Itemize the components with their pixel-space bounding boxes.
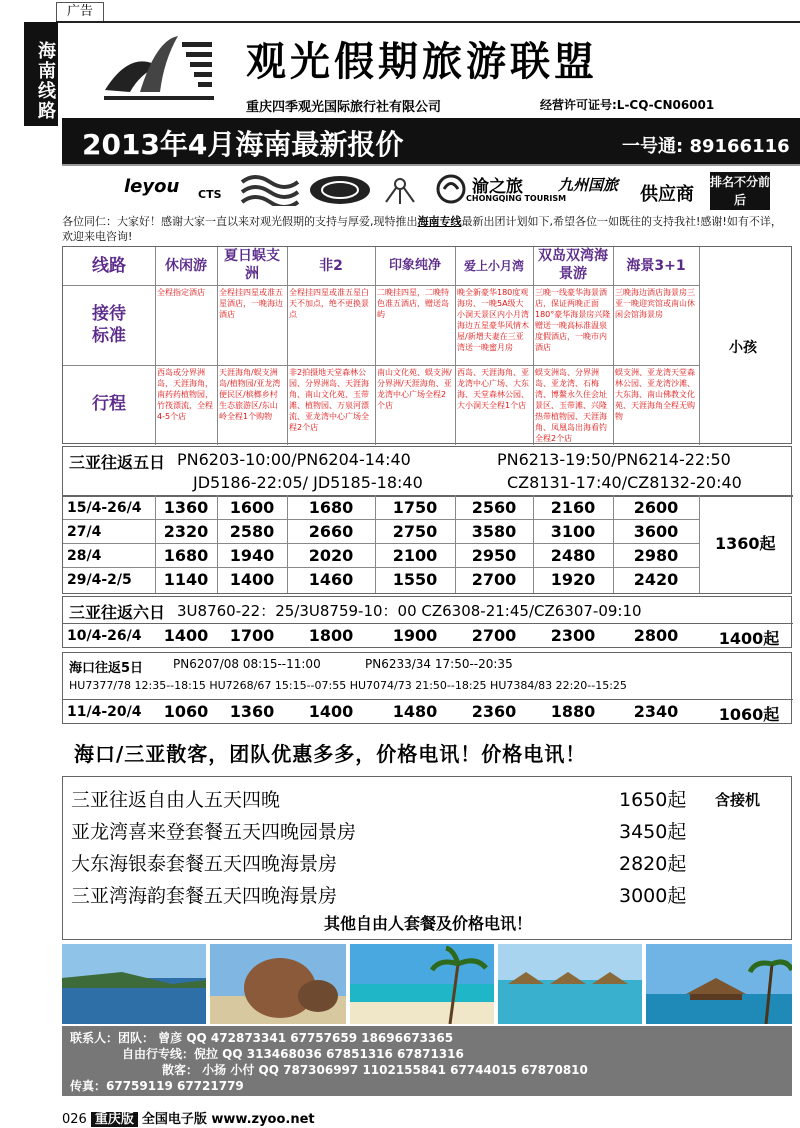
contact-line-2: 散客： 小扬 小付 QQ 787306997 1102155841 67744015 67870810: [162, 1063, 588, 1077]
haikou5-flight-0: PN6207/08 08:15--11:00: [173, 657, 321, 671]
sanya6-title: 三亚往返六日: [69, 603, 166, 622]
free-pkg-name-3: 三亚湾海韵套餐五天四晚海景房: [71, 885, 338, 907]
greeting-link: 海南专线: [417, 215, 462, 228]
itinerary-5: 蜈支洲岛、分界洲岛、亚龙湾、石梅湾、博鳌永久住会址景区、玉带滩、兴隆热带植物园、天涯海角、凤凰岛出海看钓全程2个店: [535, 368, 607, 443]
free-pkg-price-1: 3450起: [619, 821, 687, 843]
standard-4: 晚全新豪华180度观海房、一晚5A级大小洞天景区内小月湾海边五星豪华风情木屋/新增夫妻在三亚湾送一晚蜜月房: [457, 288, 529, 352]
sanya5-row-3: 29/4-2/5 1140 1400 1460 1550 2700 1920 2420: [67, 570, 679, 589]
itinerary-2: 非2拍摄地天堂森林公园、分界洲岛、天涯海角、南山文化苑、玉带滩、植物园、万泉河漂流、亚龙湾中心广场全程2个店: [289, 368, 369, 432]
itinerary-0: 西岛或分界洲岛，天涯海角，南药药植物园，竹筏漂流，全程4-5个店: [157, 368, 213, 421]
partner-cts: CTS: [198, 188, 222, 201]
free-other: 其他自由人套餐及价格电讯！: [323, 914, 532, 933]
haikou5-flight-1: PN6233/34 17:50--20:35: [365, 657, 513, 671]
free-pkg-price-2: 2820起: [619, 853, 687, 875]
partner-logos: [80, 170, 800, 214]
free-pkg-extra: 含接机: [715, 791, 761, 809]
headline-title: 2013年4月海南最新报价: [82, 128, 404, 161]
photo-strip: [62, 944, 792, 1024]
haikou5-flight-2: HU7377/78 12:35--18:15 HU7268/67 15:15--07:55 HU7074/73 21:50--18:25 HU7384/83 22:20--15:25: [69, 679, 627, 692]
itinerary-1: 天涯海角/蜈支洲岛/植物园/亚龙湾便民区/槟榔乡村生态旅游区/东山岭全程1个购物: [219, 368, 281, 421]
col-route-0: 休闲游: [165, 258, 207, 274]
col-route-6: 海景3+1: [626, 258, 686, 274]
itinerary-4: 西岛、天涯海角、亚龙湾中心广场、大东海、天堂森林公园、大小洞天全程1个店: [457, 368, 529, 410]
edition-label: 重庆版: [91, 1112, 138, 1127]
oval-logo-icon: [308, 174, 372, 206]
side-tab: 海南线路: [24, 22, 58, 126]
sanya6-flights: 3U8760-22：25/3U8759-10：00 CZ6308-21:45/CZ6307-09:10: [177, 602, 642, 620]
photo-palm-beach: [350, 944, 494, 1024]
haikou5-title: 海口往返5日: [69, 661, 144, 676]
row-standards-label: 接待标准: [92, 304, 126, 346]
sanya5-kid-price: 1360起: [715, 534, 776, 553]
col-route-1: 夏日蜈支洲: [224, 248, 280, 282]
sanya5-flight-1: PN6213-19:50/PN6214-22:50: [497, 450, 731, 469]
photo-resort: [646, 944, 792, 1024]
free-pkg-price-0: 1650起: [619, 789, 687, 811]
page-footer: [62, 1108, 315, 1127]
partner-yuzhilv: 渝之旅: [472, 177, 523, 197]
standard-2: 全程挂四星或准五星白天不加点，绝不更换景点: [289, 288, 369, 319]
standard-3: 二晚挂四星，二晚特色准五酒店，赠送岛屿: [377, 288, 449, 319]
partner-jiuzhou: 九州国旅: [558, 176, 619, 194]
standard-5: 三晚一线豪华海景酒店，保证两晚正面180°豪华海景房兴隆赠送一晚高标准温泉度假酒店，一晚市内酒店: [535, 288, 611, 352]
col-route-2: 非2: [319, 258, 343, 274]
sanya6-kid-price: 1400起: [718, 629, 780, 648]
route-table: [62, 246, 792, 444]
sanya5-flight-2: JD5186-22:05/ JD5185-18:40: [193, 473, 423, 492]
partner-cq-tourism: CHONGQING TOURISM: [466, 194, 567, 203]
standard-1: 全程挂四星或准五星酒店，一晚海边酒店: [219, 288, 283, 319]
free-pkg-price-3: 3000起: [619, 885, 687, 907]
free-packages: [62, 776, 792, 940]
hotline: 一号通: 89166116: [622, 136, 790, 157]
contact-line-3: 传真：67759119 67721779: [70, 1079, 244, 1093]
sanya5-flight-3: CZ8131-17:40/CZ8132-20:40: [507, 473, 742, 492]
headline-rule: [62, 164, 800, 166]
page-number: 026: [62, 1112, 87, 1127]
wave-logo-icon: [240, 172, 300, 206]
free-pkg-name-1: 亚龙湾喜来登套餐五天四晚园景房: [71, 821, 357, 843]
photo-coast: [62, 944, 206, 1024]
col-route-5: 双岛双湾海景游: [538, 248, 608, 282]
sanya5-row-1: 27/4 2320 2580 2660 2750 3580 3100 3600: [67, 522, 679, 541]
photo-rocks: [210, 944, 346, 1024]
swirl-logo-icon: [436, 174, 466, 204]
col-corner: 线路: [92, 256, 126, 276]
flower-logo-icon: [380, 174, 420, 206]
site-link[interactable]: 全国电子版 www.zyoo.net: [141, 1112, 315, 1127]
top-rule: [56, 21, 800, 23]
col-route-4: 爱上小月湾: [463, 259, 524, 273]
ad-tag: 广告: [56, 2, 104, 22]
sanya-6day-section: [62, 596, 792, 648]
photo-water-villas: [498, 944, 642, 1024]
rank-note: 排名不分前后: [710, 172, 770, 210]
company-name: 重庆四季观光国际旅行社有限公司: [246, 100, 442, 115]
free-pkg-name-2: 大东海银泰套餐五天四晚海景房: [71, 853, 338, 875]
contact-line-1: 自由行专线：倪拉 QQ 313468036 67851316 67871316: [122, 1047, 464, 1061]
row-itinerary-label: 行程: [92, 394, 126, 414]
itinerary-3: 南山文化苑、蜈支洲/分界洲/天涯海角、亚龙湾中心广场全程2个店: [377, 368, 452, 410]
haikou5-kid-price: 1060起: [718, 705, 780, 724]
sanya5-title: 三亚往返五日: [69, 453, 166, 472]
license-number: 经营许可证号:L-CQ-CN06001: [540, 98, 715, 112]
kid-header: 小孩: [729, 340, 757, 356]
contact-line-0: 联系人：团队： 曾彦 QQ 472873341 67757659 18696673365: [70, 1031, 454, 1045]
partner-leyou: leyou: [124, 176, 180, 197]
col-route-3: 印象纯净: [388, 258, 441, 273]
sanya5-flight-0: PN6203-10:00/PN6204-14:40: [177, 450, 411, 469]
itinerary-6: 蜈支洲、亚龙湾天堂森林公园、亚龙湾沙滩、大东海、南山佛教文化苑、天涯海角全程无购物: [615, 368, 695, 421]
promo-slogan: 海口/三亚散客，团队优惠多多，价格电讯！价格电讯！: [74, 742, 587, 766]
free-pkg-name-0: 三亚往返自由人五天四晚: [71, 789, 281, 811]
standard-6: 三晚海边酒店海景房三亚一晚迎宾馆或南山休闲会馆海景房: [615, 288, 695, 319]
sanya-5day-section: [62, 446, 792, 594]
haikou5-row: 11/4-20/4 1060 1360 1400 1480 2360 1880 2340 1060起: [63, 700, 793, 723]
supplier-label: 供应商: [640, 184, 694, 205]
contact-panel: [62, 1026, 792, 1096]
headline-banner: [62, 118, 800, 164]
brand-name: 观光假期旅游联盟: [246, 38, 598, 85]
brand-logo-icon: [100, 30, 220, 110]
sanya6-row: 10/4-26/4 1400 1700 1800 1900 2700 2300 2800 1400起: [63, 624, 793, 647]
sanya5-row-2: 28/4 1680 1940 2020 2100 2950 2480 2980: [67, 546, 679, 565]
haikou-5day-section: [62, 652, 792, 724]
standard-0: 全程指定酒店: [157, 288, 205, 297]
sanya5-row-0: 15/4-26/4 1360 1600 1680 1750 2560 2160 2600: [67, 498, 679, 517]
greeting: 各位同仁：大家好！感谢大家一直以来对观光假期的支持与厚爱,现特推出海南专线最新出团计划如下,希望各位一如既往的支持我社!感谢!如有不详，欢迎来电咨询!: [62, 215, 782, 243]
